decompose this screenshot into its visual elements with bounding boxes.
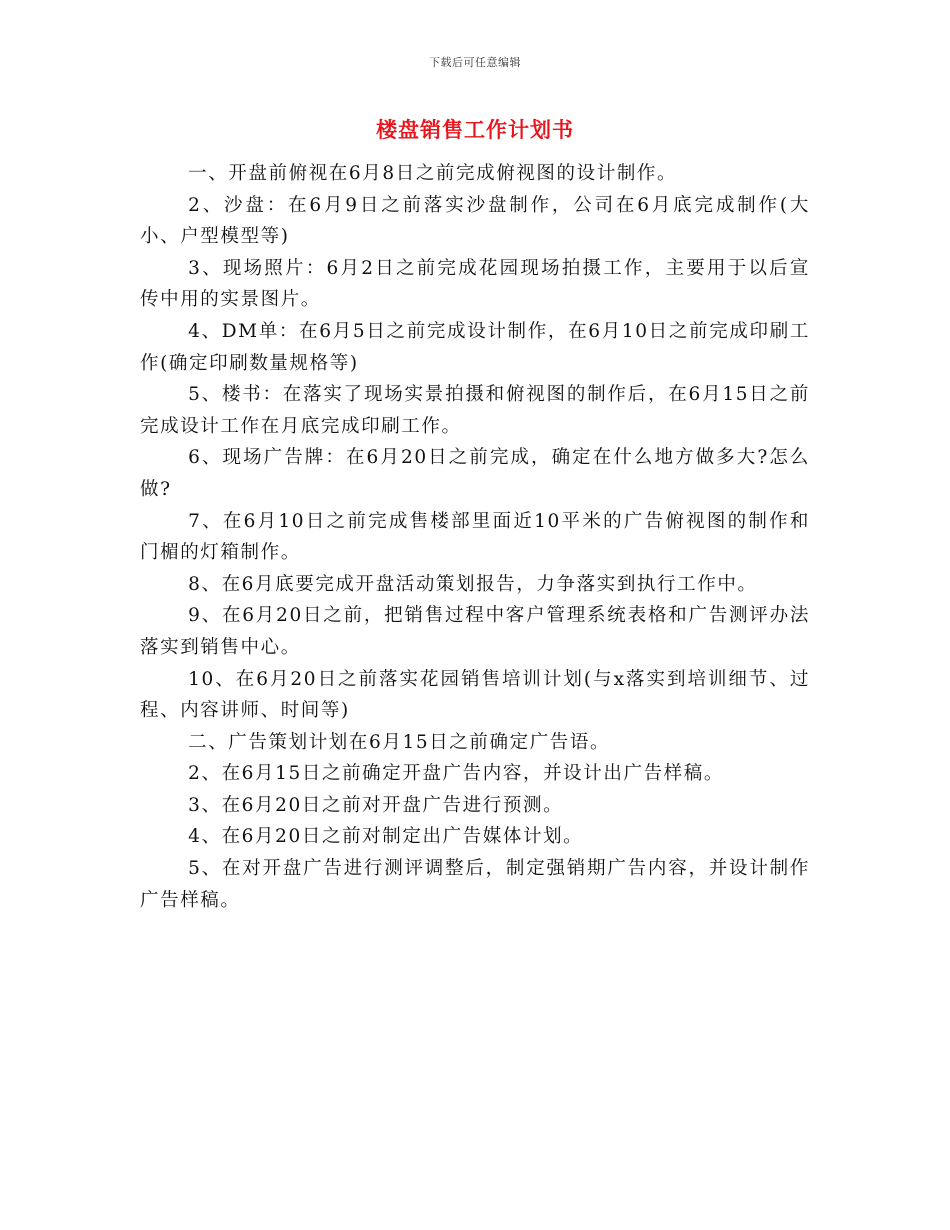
paragraph-15: 5、在对开盘广告进行测评调整后，制定强销期广告内容，并设计制作广告样稿。 [140,858,810,911]
paragraph-12: 2、在6月15日之前确定开盘广告内容，并设计出广告样稿。 [188,763,724,785]
paragraph-5: 5、楼书：在落实了现场实景拍摄和俯视图的制作后，在6月15日之前完成设计工作在月底完成印刷工作。 [140,384,810,437]
document-body [140,158,810,916]
paragraph-8: 8、在6月底要完成开盘活动策划报告，力争落实到执行工作中。 [188,573,758,595]
paragraph-9: 9、在6月20日之前，把销售过程中客户管理系统表格和广告测评办法落实到销售中心。 [140,605,810,658]
paragraph-6: 6、现场广告牌：在6月20日之前完成，确定在什么地方做多大?怎么做? [140,447,810,500]
paragraph-3: 3、现场照片：6月2日之前完成花园现场拍摄工作，主要用于以后宣传中用的实景图片。 [140,257,810,311]
paragraph-10: 10、在6月20日之前落实花园销售培训计划(与x落实到培训细节、过程、内容讲师、时间等) [140,668,810,722]
paragraph-1: 一、开盘前俯视在6月8日之前完成俯视图的设计制作。 [188,163,678,184]
page-header-note: 下载后可任意编辑 [429,56,521,69]
document-title: 楼盘销售工作计划书 [376,117,574,142]
paragraph-13: 3、在6月20日之前对开盘广告进行预测。 [188,794,564,816]
paragraph-7: 7、在6月10日之前完成售楼部里面近10平米的广告俯视图的制作和门楣的灯箱制作。 [140,510,810,564]
paragraph-11: 二、广告策划计划在6月15日之前确定广告语。 [188,731,611,753]
paragraph-14: 4、在6月20日之前对制定出广告媒体计划。 [188,826,584,848]
paragraph-2: 2、沙盘：在6月9日之前落实沙盘制作，公司在6月底完成制作(大小、户型模型等) [140,194,810,248]
paragraph-4: 4、DM单：在6月5日之前完成设计制作，在6月10日之前完成印刷工作(确定印刷数量规格等) [140,320,810,374]
